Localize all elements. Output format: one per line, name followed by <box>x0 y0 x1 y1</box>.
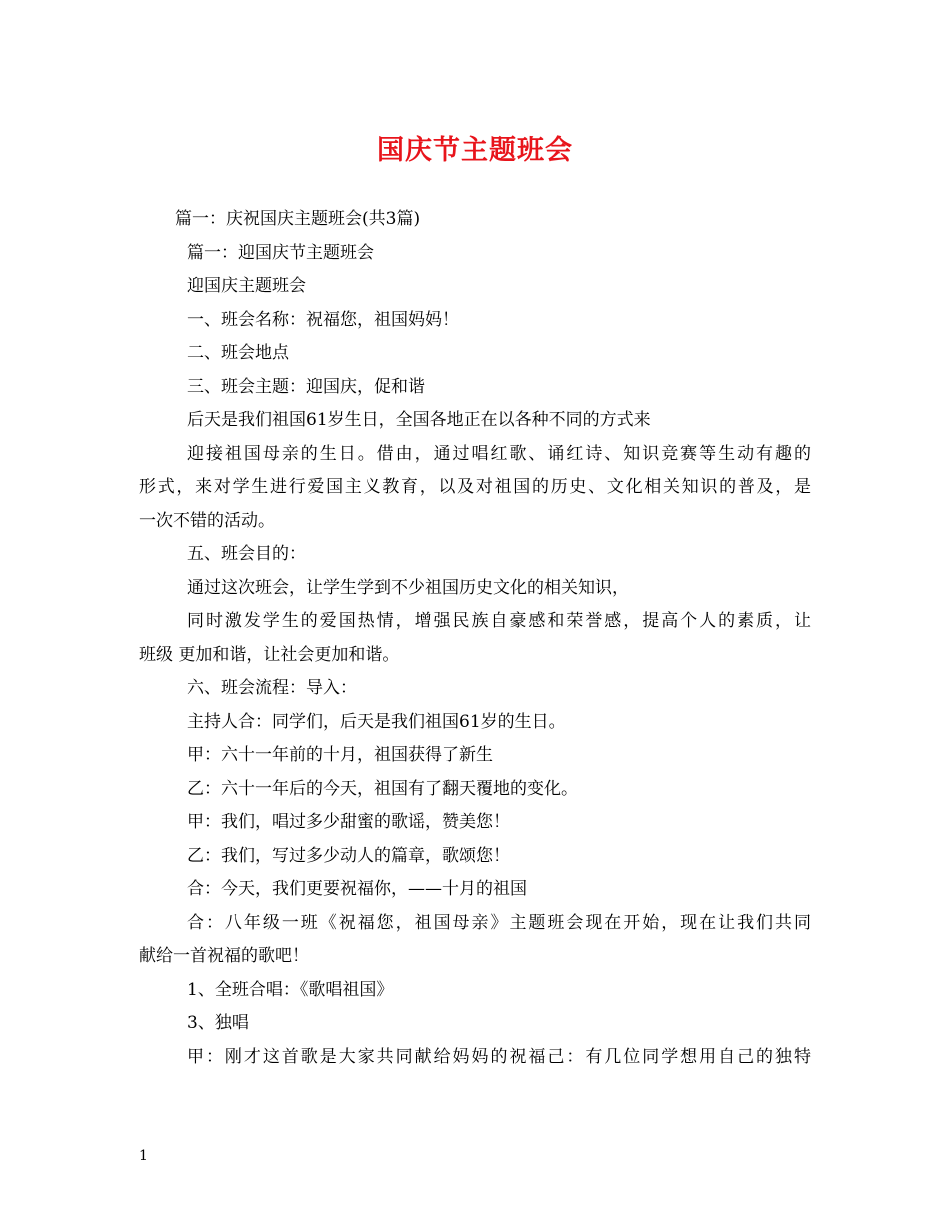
text-line: 1、全班合唱：《歌唱祖国》 <box>187 979 394 1000</box>
text-line: 乙：六十一年后的今天，祖国有了翻天覆地的变化。 <box>187 778 578 799</box>
text-line: 合：八年级一班《祝福您，祖国母亲》主题班会现在开始，现在让我们共同 <box>187 912 811 933</box>
text-line: 迎国庆主题班会 <box>187 276 306 296</box>
text-line: 甲：刚才这首歌是大家共同献给妈妈的祝福己：有几位同学想用自己的独特 <box>187 1046 811 1067</box>
text-line: 一、班会名称：祝福您，祖国妈妈！ <box>187 309 459 330</box>
text-line: 二、班会地点 <box>187 343 289 363</box>
text-line: 3、独唱 <box>187 1013 249 1033</box>
text-line: 甲：我们，唱过多少甜蜜的歌谣，赞美您！ <box>187 812 510 832</box>
text-line: 六、班会流程：导入： <box>187 678 357 698</box>
text-line: 主持人合：同学们，后天是我们祖国61岁的生日。 <box>187 711 566 732</box>
text-line: 通过这次班会，让学生学到不少祖国历史文化的相关知识， <box>187 577 629 598</box>
text-line: 一次不错的活动。 <box>139 510 275 531</box>
document-title: 国庆节主题班会 <box>377 135 573 166</box>
text-line: 篇一：迎国庆节主题班会 <box>187 242 374 263</box>
text-line: 合：今天，我们更要祝福你，——十月的祖国 <box>187 879 527 899</box>
text-line: 三、班会主题：迎国庆，促和谐 <box>187 376 425 397</box>
text-line: 五、班会目的： <box>187 544 306 564</box>
text-line: 迎接祖国母亲的生日。借由，通过唱红歌、诵红诗、知识竞赛等生动有趣的 <box>187 443 811 464</box>
text-line: 甲：六十一年前的十月，祖国获得了新生 <box>187 745 493 765</box>
page-number: 1 <box>139 1148 148 1164</box>
text-line: 后天是我们祖国61岁生日，全国各地正在以各种不同的方式来 <box>187 410 651 430</box>
text-line: 献给一首祝福的歌吧！ <box>139 946 309 966</box>
text-line: 同时激发学生的爱国热情，增强民族自豪感和荣誉感，提高个人的素质，让 <box>187 611 811 631</box>
text-line: 篇一：庆祝国庆主题班会(共3篇) <box>175 209 421 229</box>
text-line: 形式，来对学生进行爱国主义教育，以及对祖国的历史、文化相关知识的普及，是 <box>139 477 811 497</box>
document-body <box>139 203 811 1074</box>
text-line: 乙：我们，写过多少动人的篇章，歌颂您！ <box>187 845 510 866</box>
text-line: 班级 更加和谐，让社会更加和谐。 <box>139 644 400 665</box>
